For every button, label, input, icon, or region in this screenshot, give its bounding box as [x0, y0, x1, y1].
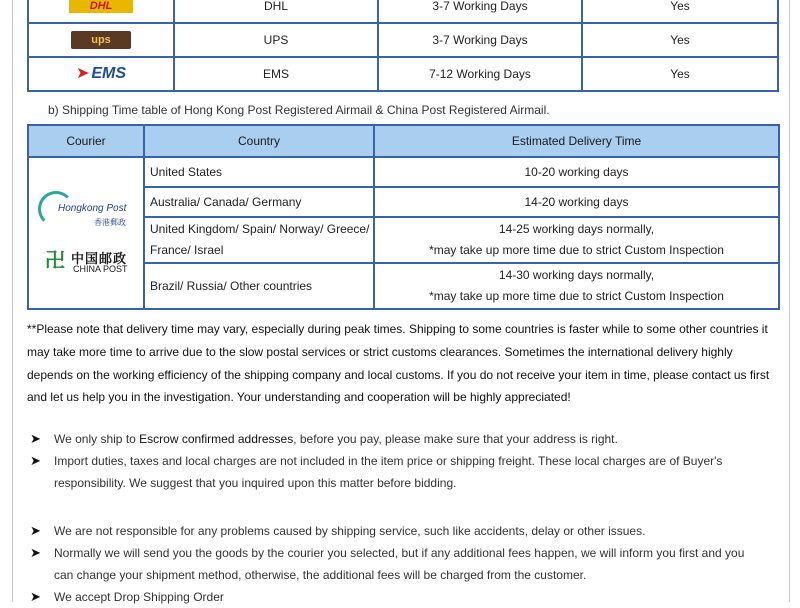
table-row — [28, 23, 778, 57]
courier-cell: UPS — [174, 23, 378, 57]
policy-list-2 — [30, 520, 780, 608]
chevron-right-icon: ➤ — [30, 589, 41, 604]
country-cell: United Kingdom/ Spain/ Norway/ Greece/ France/ Israel — [144, 217, 374, 263]
chevron-right-icon: ➤ — [30, 431, 41, 446]
delivery-time-cell: 10-20 working days — [374, 157, 779, 187]
header-delivery-time: Estimated Delivery Time — [374, 125, 779, 157]
courier-cell: DHL — [174, 0, 378, 23]
header-courier: Courier — [28, 125, 144, 157]
ems-logo-icon: ➤ EMS — [75, 65, 127, 82]
delivery-time-cell: 14-20 working days — [374, 187, 779, 217]
time-cell: 7-12 Working Days — [378, 57, 582, 91]
tracking-cell: Yes — [582, 23, 778, 57]
table-caption: b) Shipping Time table of Hong Kong Post Registered Airmail & China Post Registered Airmail. — [48, 103, 550, 117]
list-item: ➤ Normally we will send you the goods by the courier you selected, but if any additional fees happen, we will inform you first and you can change your shipment method, otherwise, the additional fees will be charged from the customer. — [30, 542, 780, 586]
dhl-logo-icon: DHL — [69, 0, 133, 13]
chevron-right-icon: ➤ — [30, 453, 41, 468]
post-airmail-table — [27, 124, 780, 310]
time-cell: 3-7 Working Days — [378, 0, 582, 23]
chevron-right-icon: ➤ — [30, 545, 41, 560]
tracking-cell: Yes — [582, 0, 778, 23]
country-cell: Australia/ Canada/ Germany — [144, 187, 374, 217]
time-cell: 3-7 Working Days — [378, 23, 582, 57]
list-item: ➤ We only ship to Escrow confirmed addresses, before you pay, please make sure that your address is right. — [30, 428, 780, 450]
table-row — [28, 0, 778, 23]
delivery-time-cell: 14-30 working days normally, *may take up more time due to strict Custom Inspection — [374, 263, 779, 309]
header-country: Country — [144, 125, 374, 157]
list-item: ➤ We are not responsible for any problems caused by shipping service, such like accidents, delay or other issues. — [30, 520, 780, 542]
express-shipping-table — [27, 0, 779, 92]
post-logos-cell — [28, 157, 144, 309]
delivery-time-cell: 14-25 working days normally, *may take up more time due to strict Custom Inspection — [374, 217, 779, 263]
delivery-note: **Please note that delivery time may vary, especially during peak times. Shipping to some countries is faster while to some other countries it may take more time to arrive due to the slow postal services or strict customs clearances. Sometimes the international delivery highly depends on the working efficiency of the shipping company and local customs. If you do not receive your item in time, please contact us first and let us help you in the investigation. Your understanding and cooperation will be highly appreciated! — [27, 322, 770, 405]
ups-logo-icon: ups — [71, 31, 131, 49]
table-row — [28, 157, 779, 187]
list-item: ➤ We accept Drop Shipping Order — [30, 586, 780, 608]
table-header-row — [28, 125, 779, 157]
country-cell: Brazil/ Russia/ Other countries — [144, 263, 374, 309]
china-post-logo-icon: 卍 中国邮政 CHINA POST — [45, 250, 128, 274]
country-cell: United States — [144, 157, 374, 187]
hongkong-post-logo-icon: Hongkong Post 香港郵政 — [36, 189, 136, 229]
courier-cell: EMS — [174, 57, 378, 91]
table-row — [28, 57, 778, 91]
tracking-cell: Yes — [582, 57, 778, 91]
policy-list — [30, 428, 780, 494]
list-item: ➤ Import duties, taxes and local charges are not included in the item price or shipping freight. These local charges are of Buyer's responsibility. We suggest that you inquired upon this matter before bidding. — [30, 450, 780, 494]
chevron-right-icon: ➤ — [30, 523, 41, 538]
